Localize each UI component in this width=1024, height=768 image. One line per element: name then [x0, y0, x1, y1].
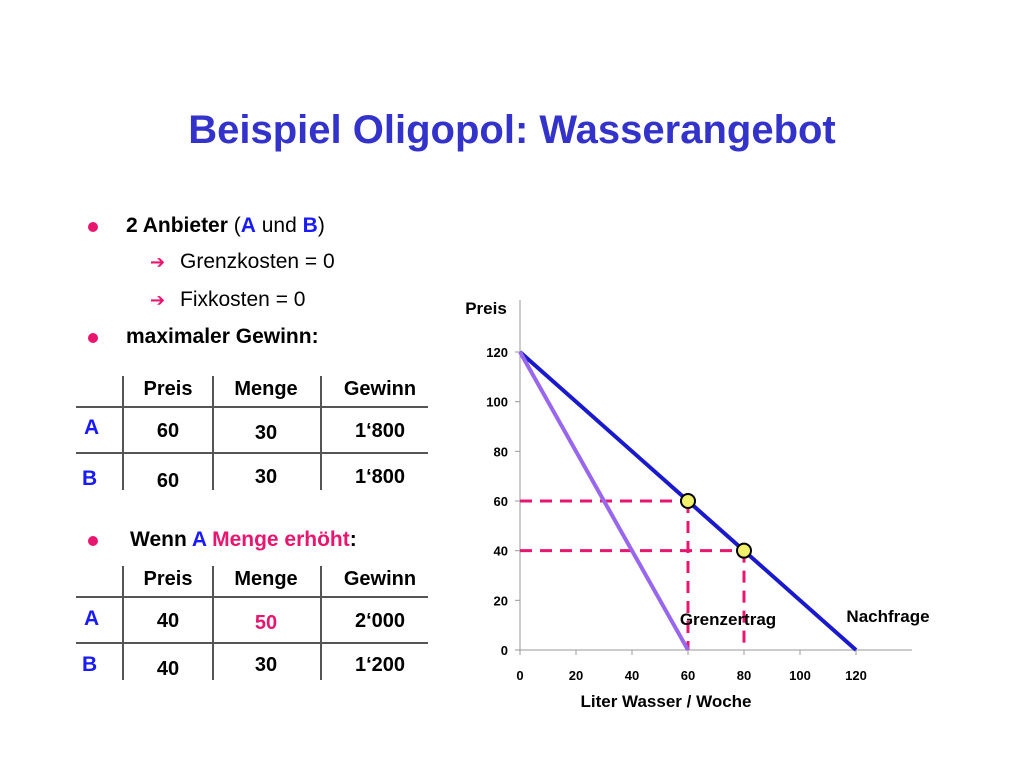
- table-divider: [76, 596, 428, 598]
- bullet-maximaler-gewinn: maximaler Gewinn:: [126, 325, 319, 348]
- y-tick-label: 120: [486, 345, 508, 360]
- anbieter-und: und: [255, 214, 303, 237]
- cell-gewinn: 2‘000: [354, 610, 406, 632]
- cell-menge: 30: [254, 466, 278, 488]
- x-axis-title: Liter Wasser / Woche: [580, 692, 752, 711]
- sub-grenzkosten: Grenzkosten = 0: [180, 250, 335, 273]
- row-label-a: A: [84, 607, 100, 630]
- row-label-a: A: [84, 416, 100, 439]
- table-header-preis: Preis: [143, 568, 193, 590]
- table-divider: [212, 566, 214, 680]
- y-tick-label: 80: [493, 444, 508, 460]
- cell-preis: 40: [156, 610, 180, 632]
- slide-title: Beispiel Oligopol: Wasserangebot: [188, 108, 836, 152]
- x-tick-label: 100: [789, 668, 811, 683]
- wenn-colon: :: [349, 528, 357, 551]
- y-tick-label: 100: [486, 394, 508, 410]
- equilibrium-marker: [737, 544, 751, 558]
- series-label-grenzertrag: Grenzertrag: [679, 610, 777, 629]
- x-tick-label: 40: [624, 668, 640, 683]
- x-tick-label: 80: [736, 668, 752, 683]
- equilibrium-marker: [681, 494, 695, 508]
- bullet-dot: [88, 222, 98, 232]
- paren-open: (: [227, 214, 241, 237]
- x-tick-label: 60: [680, 668, 696, 683]
- cell-gewinn: 1‘800: [354, 420, 406, 442]
- cell-preis: 60: [156, 470, 180, 492]
- cell-gewinn: 1‘800: [354, 466, 406, 488]
- cell-gewinn: 1‘200: [354, 654, 406, 676]
- x-tick-label: 0: [516, 668, 524, 683]
- table-divider: [122, 376, 124, 490]
- table-header-menge: Menge: [234, 378, 298, 400]
- cell-menge: 30: [254, 654, 278, 676]
- menge-erhoeht-label: Menge erhöht: [212, 528, 350, 551]
- demand-chart: [440, 280, 960, 720]
- arrow-right-icon: ➔: [150, 290, 166, 310]
- cell-menge: 30: [254, 422, 278, 444]
- table-divider: [320, 376, 322, 490]
- table-divider: [76, 406, 428, 408]
- arrow-right-icon: ➔: [150, 252, 166, 272]
- paren-close: ): [317, 214, 325, 237]
- cell-preis: 60: [156, 420, 180, 442]
- y-tick-label: 20: [493, 593, 508, 609]
- y-tick-label: 40: [493, 543, 508, 559]
- anbieter-a: A: [240, 214, 256, 237]
- table-header-gewinn: Gewinn: [343, 378, 417, 400]
- series-label-nachfrage: Nachfrage: [846, 607, 930, 626]
- bullet-anbieter: [126, 214, 325, 238]
- table-divider: [76, 452, 428, 454]
- wenn-label: Wenn: [130, 528, 192, 551]
- sub-fixkosten: Fixkosten = 0: [180, 288, 306, 311]
- table-divider: [122, 566, 124, 680]
- table-divider: [76, 642, 428, 644]
- wenn-a: A: [191, 528, 207, 551]
- y-tick-label: 0: [500, 643, 508, 658]
- bullet-menge-erhoeht: [130, 528, 357, 552]
- y-tick-label: 60: [493, 494, 508, 509]
- table-header-preis: Preis: [143, 378, 193, 400]
- bullet-dot: [88, 536, 98, 546]
- y-axis-title: Preis: [465, 299, 507, 318]
- bullet-dot: [88, 333, 98, 343]
- anbieter-label: 2 Anbieter: [126, 214, 228, 237]
- table-header-gewinn: Gewinn: [343, 568, 417, 590]
- anbieter-b: B: [302, 214, 318, 237]
- table-header-menge: Menge: [234, 568, 298, 590]
- table-divider: [212, 376, 214, 490]
- cell-menge: 50: [254, 612, 278, 634]
- cell-preis: 40: [156, 658, 180, 680]
- x-tick-label: 120: [845, 668, 867, 683]
- row-label-b: B: [82, 467, 98, 490]
- x-tick-label: 20: [568, 668, 584, 683]
- chart-labels: [465, 299, 929, 711]
- table-divider: [320, 566, 322, 680]
- row-label-b: B: [82, 653, 98, 676]
